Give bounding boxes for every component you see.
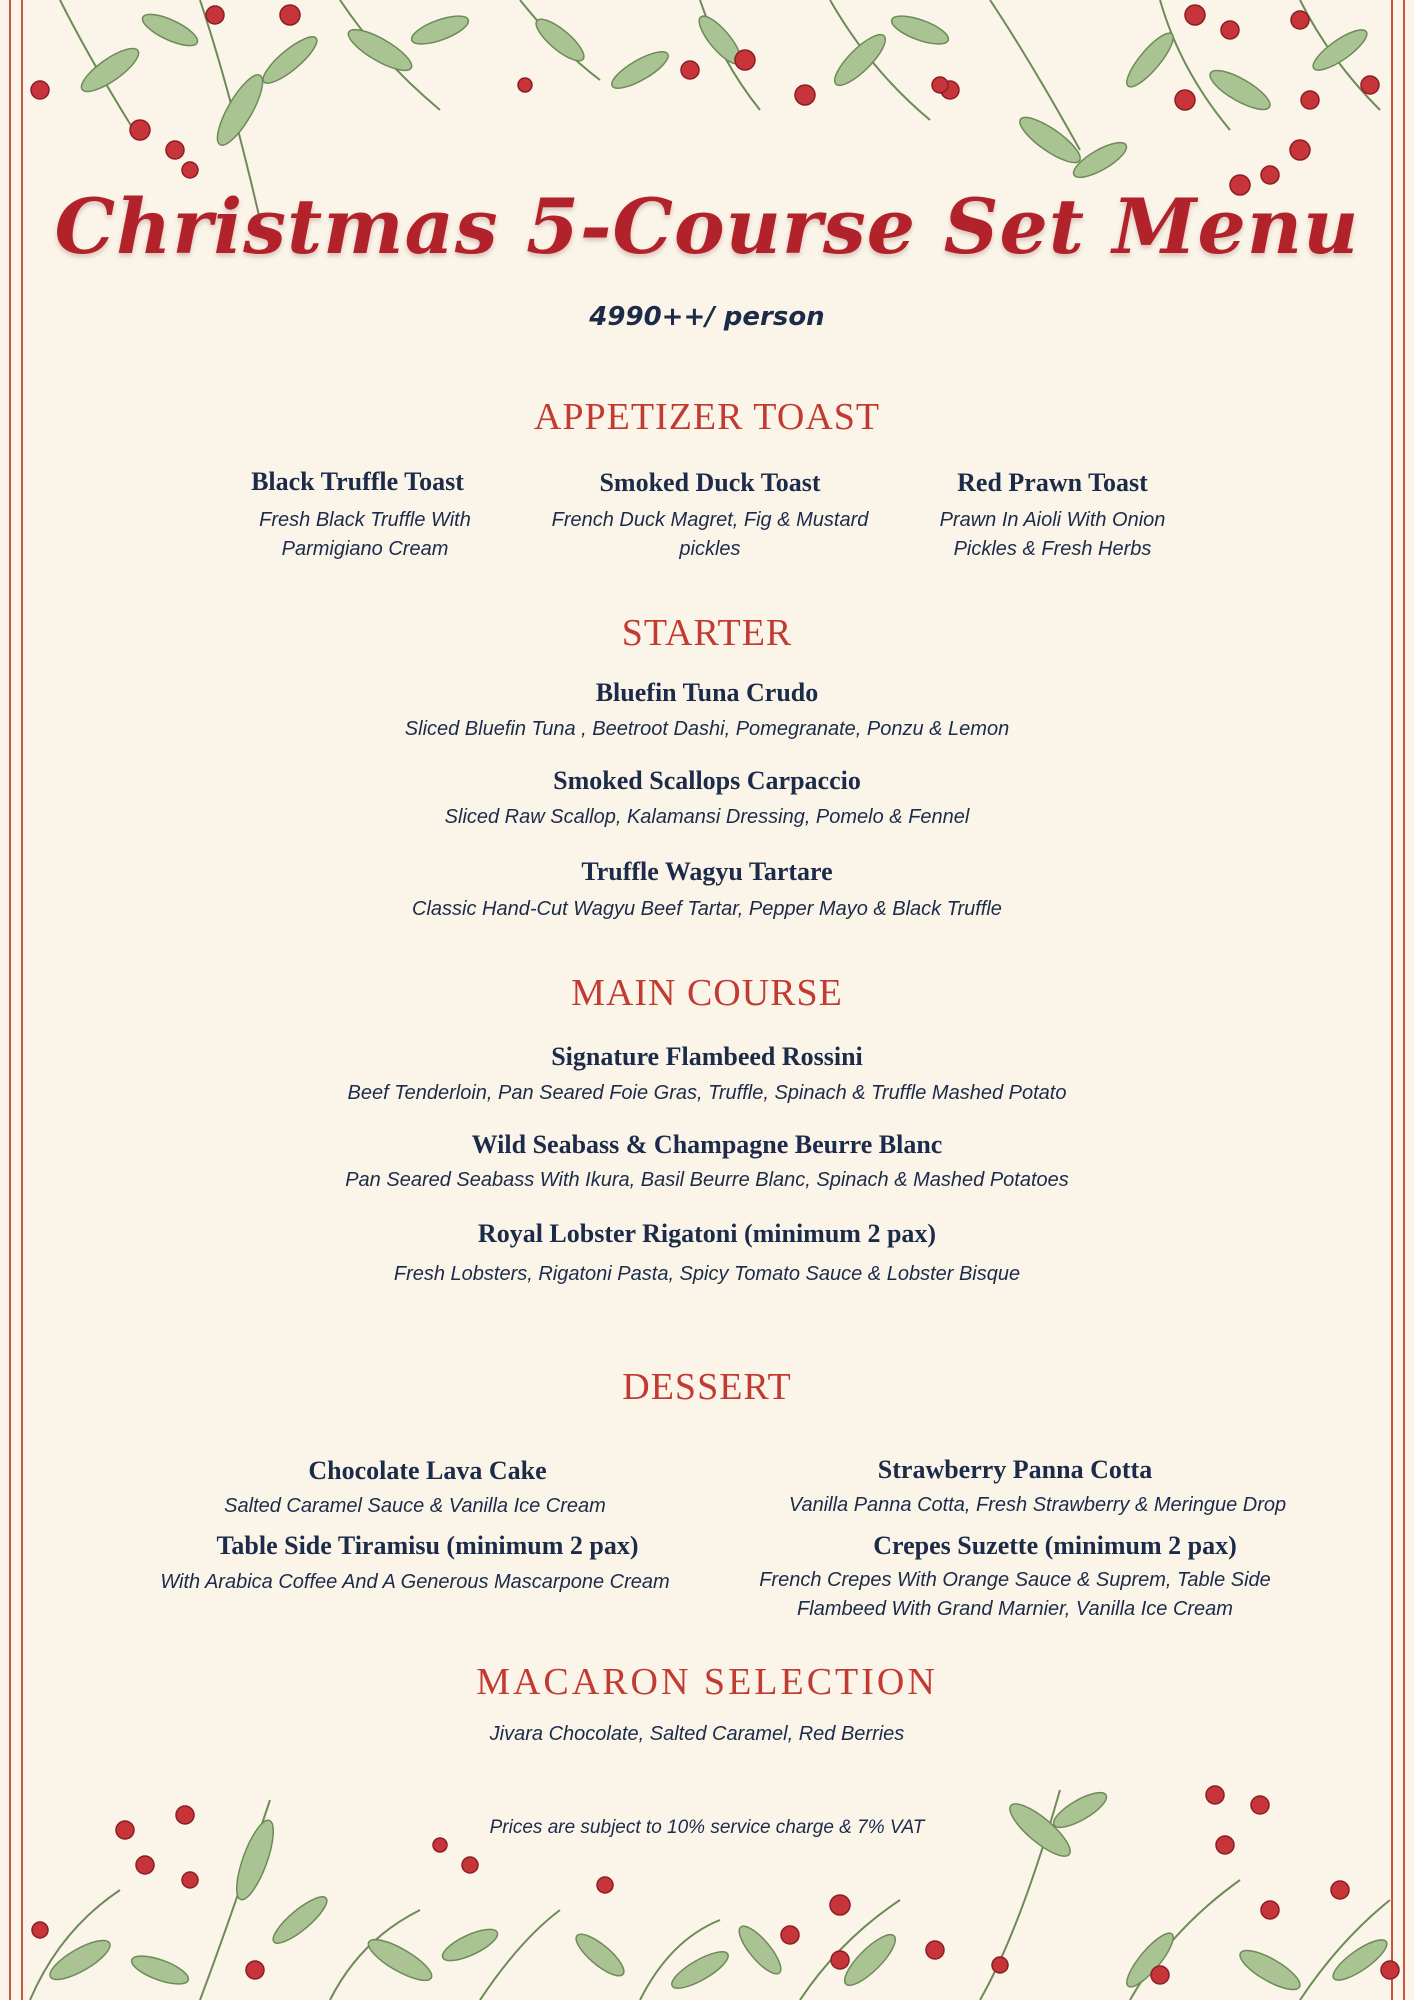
dish-name-red-prawn-toast: Red Prawn Toast <box>957 468 1148 497</box>
dish-name-chocolate-lava-cake: Chocolate Lava Cake <box>308 1456 547 1485</box>
menu-title: Christmas 5-Course Set Menu <box>54 182 1360 271</box>
dish-desc-chocolate-lava-cake: Salted Caramel Sauce & Vanilla Ice Cream <box>224 1495 606 1517</box>
dish-name-signature-flambeed-rossini: Signature Flambeed Rossini <box>551 1042 863 1071</box>
dish-desc-bluefin-tuna-crudo: Sliced Bluefin Tuna , Beetroot Dashi, Pomegranate, Ponzu & Lemon <box>404 718 1010 740</box>
dish-name-black-truffle-toast: Black Truffle Toast <box>251 467 464 496</box>
dish-desc-macaron-selection: Jivara Chocolate, Salted Caramel, Red Berries <box>489 1723 905 1745</box>
section-title-macaron-selection: MACARON SELECTION <box>476 1661 938 1703</box>
dish-desc-crepes-suzette: French Crepes With Orange Sauce & Suprem, Table Side Flambeed With Grand Marnier, Vanilla Ice Cream <box>759 1569 1271 1620</box>
menu-price: 4990++/ person <box>589 302 825 332</box>
dish-desc-royal-lobster-rigatoni: Fresh Lobsters, Rigatoni Pasta, Spicy Tomato Sauce & Lobster Bisque <box>393 1263 1021 1285</box>
dish-desc-smoked-duck-toast: French Duck Magret, Fig & Mustard pickles <box>551 509 869 560</box>
dish-desc-wild-seabass: Pan Seared Seabass With Ikura, Basil Beurre Blanc, Spinach & Mashed Potatoes <box>345 1169 1069 1191</box>
section-title-dessert: DESSERT <box>622 1366 792 1408</box>
dish-desc-black-truffle-toast: Fresh Black Truffle With Parmigiano Cream <box>259 509 471 560</box>
section-title-appetizer: APPETIZER TOAST <box>533 396 881 438</box>
dish-name-royal-lobster-rigatoni: Royal Lobster Rigatoni (minimum 2 pax) <box>477 1219 937 1248</box>
dish-name-wild-seabass: Wild Seabass & Champagne Beurre Blanc <box>471 1130 943 1159</box>
dish-name-smoked-duck-toast: Smoked Duck Toast <box>599 468 821 497</box>
dish-name-truffle-wagyu-tartare: Truffle Wagyu Tartare <box>581 857 833 886</box>
dish-desc-signature-flambeed-rossini: Beef Tenderloin, Pan Seared Foie Gras, Truffle, Spinach & Truffle Mashed Potato <box>347 1082 1067 1104</box>
dish-desc-strawberry-panna-cotta: Vanilla Panna Cotta, Fresh Strawberry & Meringue Drop <box>788 1494 1287 1516</box>
section-title-main-course: MAIN COURSE <box>571 972 843 1014</box>
holly-berry-garland-bottom-icon <box>0 1770 1414 2000</box>
dish-name-smoked-scallops-carpaccio: Smoked Scallops Carpaccio <box>553 766 861 795</box>
dish-name-crepes-suzette: Crepes Suzette (minimum 2 pax) <box>873 1531 1237 1560</box>
footer-price-note: Prices are subject to 10% service charge & 7% VAT <box>489 1817 925 1838</box>
dish-name-table-side-tiramisu: Table Side Tiramisu (minimum 2 pax) <box>216 1531 639 1560</box>
section-title-starter: STARTER <box>621 612 793 654</box>
dish-desc-smoked-scallops-carpaccio: Sliced Raw Scallop, Kalamansi Dressing, Pomelo & Fennel <box>444 806 970 828</box>
dish-desc-truffle-wagyu-tartare: Classic Hand-Cut Wagyu Beef Tartar, Pepper Mayo & Black Truffle <box>412 898 1002 920</box>
dish-desc-table-side-tiramisu: With Arabica Coffee And A Generous Mascarpone Cream <box>160 1571 670 1593</box>
dish-name-strawberry-panna-cotta: Strawberry Panna Cotta <box>877 1455 1153 1484</box>
dish-desc-red-prawn-toast: Prawn In Aioli With Onion Pickles & Fresh Herbs <box>939 509 1166 560</box>
dish-name-bluefin-tuna-crudo: Bluefin Tuna Crudo <box>595 678 819 707</box>
